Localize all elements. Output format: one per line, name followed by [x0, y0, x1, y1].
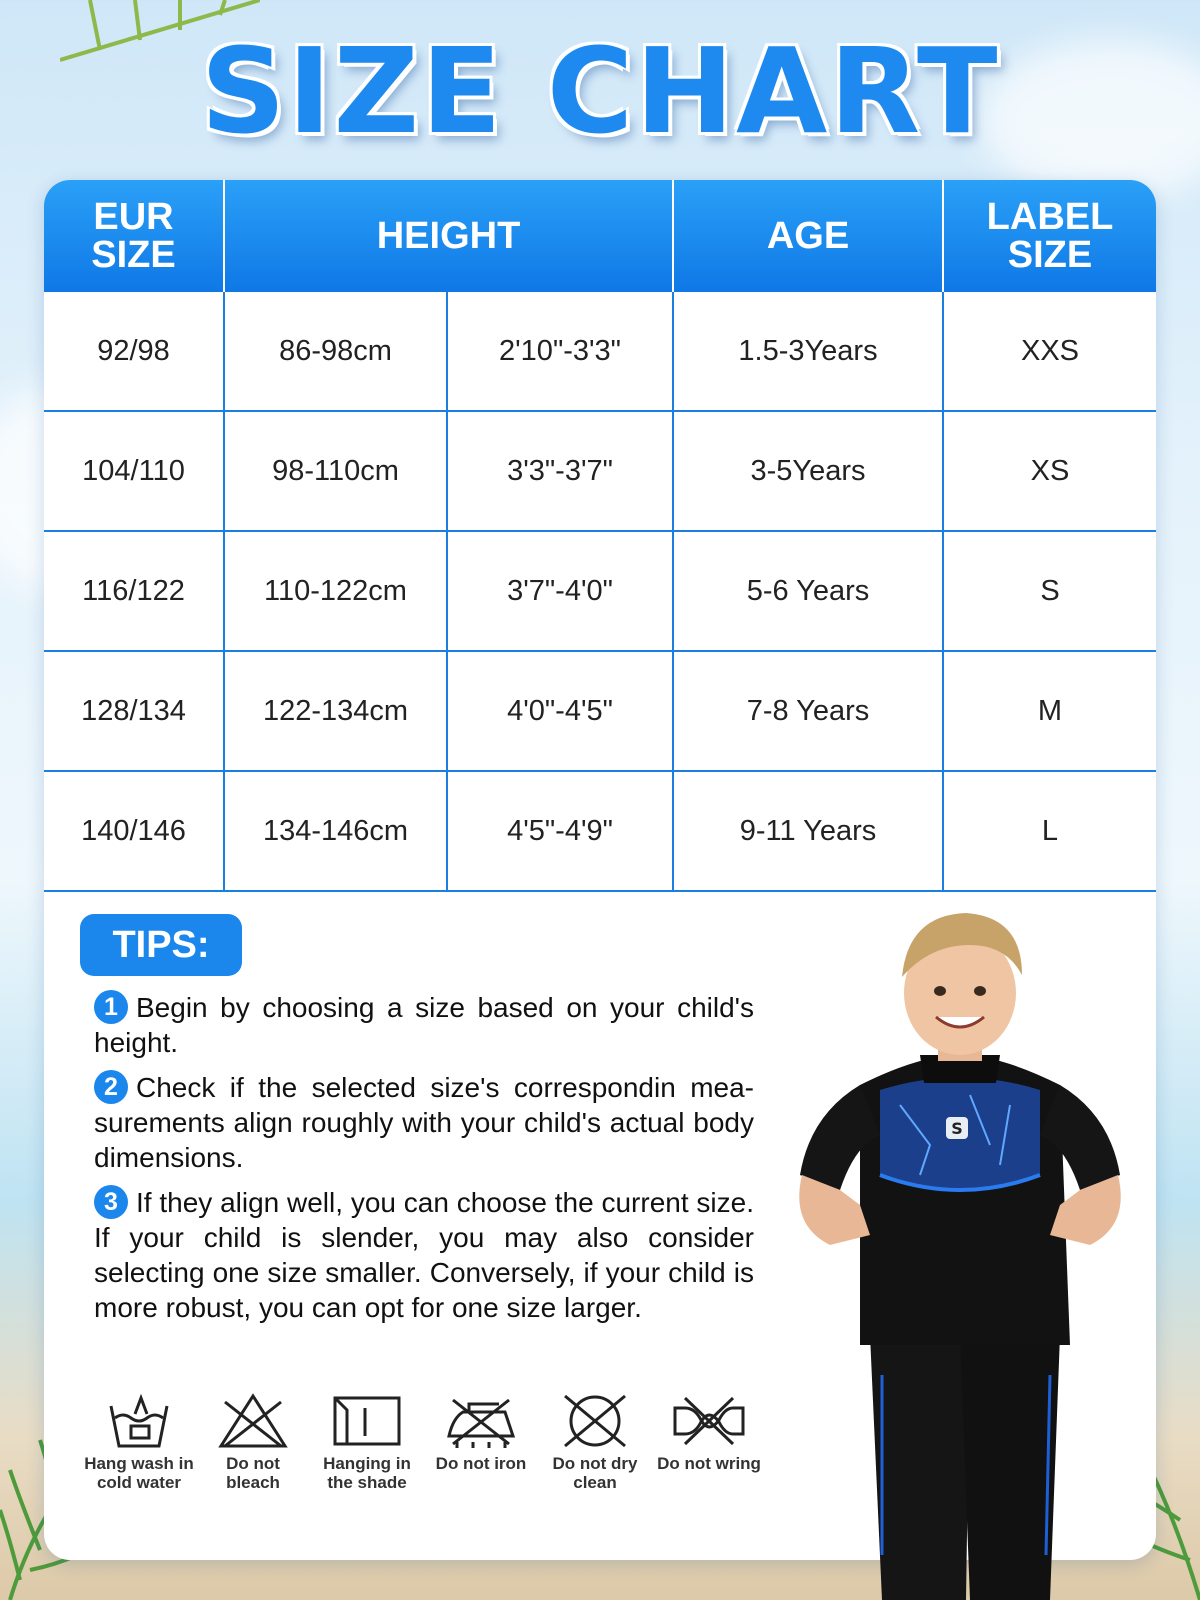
- tip-item: [94, 1185, 754, 1325]
- height-ft-cell: 3'3"-3'7": [447, 411, 673, 531]
- table-row: [44, 651, 1156, 771]
- table-row: [44, 292, 1156, 411]
- eur-size-cell: 128/134: [44, 651, 224, 771]
- no-iron-icon: [443, 1392, 519, 1450]
- hand-wash-icon: [107, 1392, 171, 1450]
- eur-size-cell: 140/146: [44, 771, 224, 891]
- eur-size-cell: 92/98: [44, 292, 224, 411]
- label-size-cell: L: [943, 771, 1156, 891]
- table-header-row: [44, 180, 1156, 292]
- height-cm-cell: 86-98cm: [224, 292, 447, 411]
- tip-number-badge: 2: [94, 1070, 128, 1104]
- no-wring-icon: [671, 1392, 747, 1450]
- care-label: Do not wring: [657, 1454, 761, 1473]
- header-eur-size: EUR SIZE: [44, 180, 224, 292]
- age-cell: 3-5Years: [673, 411, 943, 531]
- header-age: AGE: [673, 180, 943, 292]
- label-size-cell: XXS: [943, 292, 1156, 411]
- tips-badge: TIPS:: [80, 914, 242, 976]
- header-label-size: LABEL SIZE: [943, 180, 1156, 292]
- care-label: Do not dry clean: [552, 1454, 638, 1492]
- tip-item: [94, 1070, 754, 1175]
- table-row: [44, 531, 1156, 651]
- care-item: [198, 1392, 308, 1492]
- care-item: [312, 1392, 422, 1492]
- care-item: [540, 1392, 650, 1492]
- age-cell: 5-6 Years: [673, 531, 943, 651]
- tips-list: [94, 980, 754, 1325]
- care-instructions: [84, 1392, 764, 1502]
- no-bleach-icon: [217, 1392, 289, 1450]
- height-cm-cell: 110-122cm: [224, 531, 447, 651]
- tip-text: Begin by choosing a size based on your child's height.: [94, 992, 754, 1058]
- height-ft-cell: 4'5"-4'9": [447, 771, 673, 891]
- care-label: Do not bleach: [226, 1454, 280, 1492]
- care-label: Hanging in the shade: [323, 1454, 411, 1492]
- table-row: [44, 771, 1156, 891]
- label-size-cell: M: [943, 651, 1156, 771]
- tip-number-badge: 1: [94, 990, 128, 1024]
- height-ft-cell: 2'10"-3'3": [447, 292, 673, 411]
- header-height: HEIGHT: [224, 180, 673, 292]
- care-item: [426, 1392, 536, 1473]
- age-cell: 1.5-3Years: [673, 292, 943, 411]
- size-table: [44, 180, 1156, 892]
- care-label: Hang wash in cold water: [84, 1454, 194, 1492]
- tip-number-badge: 3: [94, 1185, 128, 1219]
- care-label: Do not iron: [435, 1454, 527, 1473]
- tip-text: If they align well, you can choose the current size. If your child is slender, you may also consider selecting one size smaller. Conversely, if your child is more robust, you can opt for one size larger.: [94, 1187, 754, 1323]
- height-cm-cell: 98-110cm: [224, 411, 447, 531]
- age-cell: 7-8 Years: [673, 651, 943, 771]
- no-dry-clean-icon: [559, 1392, 631, 1450]
- care-item: [84, 1392, 194, 1492]
- tip-item: [94, 990, 754, 1060]
- page-title: SIZE CHART: [200, 22, 1000, 160]
- eur-size-cell: 104/110: [44, 411, 224, 531]
- table-row: [44, 411, 1156, 531]
- label-size-cell: S: [943, 531, 1156, 651]
- height-ft-cell: 4'0"-4'5": [447, 651, 673, 771]
- care-item: [654, 1392, 764, 1473]
- height-cm-cell: 134-146cm: [224, 771, 447, 891]
- eur-size-cell: 116/122: [44, 531, 224, 651]
- dry-shade-icon: [331, 1392, 403, 1450]
- child-wetsuit-model-image: [770, 905, 1150, 1600]
- tip-text: Check if the selected size's correspondin mea-surements align roughly with your child's actual body dimensions.: [94, 1072, 754, 1173]
- height-cm-cell: 122-134cm: [224, 651, 447, 771]
- height-ft-cell: 3'7"-4'0": [447, 531, 673, 651]
- svg-text:S: S: [951, 1119, 963, 1138]
- age-cell: 9-11 Years: [673, 771, 943, 891]
- label-size-cell: XS: [943, 411, 1156, 531]
